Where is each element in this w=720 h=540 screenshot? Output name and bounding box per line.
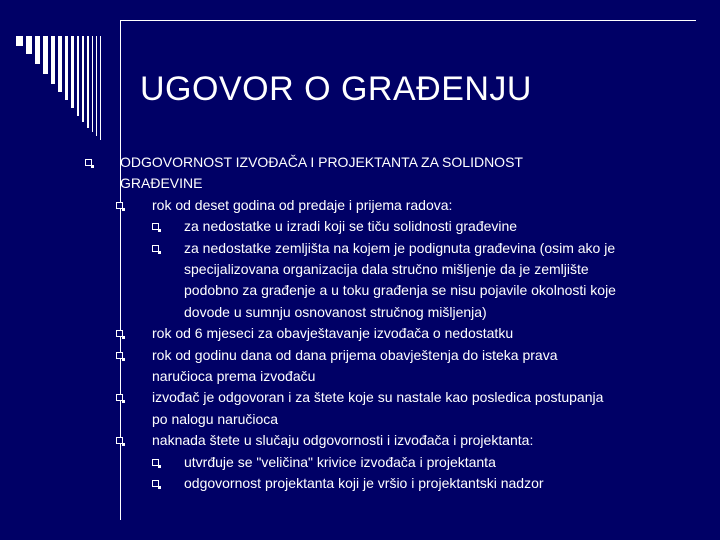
bullet-marker bbox=[116, 352, 123, 359]
bullet-marker bbox=[85, 159, 92, 166]
bullet-marker bbox=[116, 330, 123, 337]
bullet-text-level-2: po nalogu naručioca bbox=[152, 410, 279, 427]
bullet-marker bbox=[116, 437, 123, 444]
bullet-text-level-2: izvođač je odgovoran i za štete koje su nastale kao posledica postupanja bbox=[152, 389, 604, 406]
bullet-text-level-2: naručioca prema izvođaču bbox=[152, 368, 316, 384]
slide-title: UGOVOR O GRAĐENJU bbox=[140, 70, 532, 108]
bullet-text-level-3: odgovornost projektanta koji je vršio i projektantski nadzor bbox=[184, 475, 544, 491]
left-rule bbox=[120, 20, 121, 520]
bullet-marker bbox=[152, 223, 159, 230]
bullet-text-level-3: utvrđuje se "veličina" krivice izvođača i projektanta bbox=[184, 453, 496, 470]
bullet-text-level-2: rok od godinu dana od dana prijema obavještenja do isteka prava bbox=[152, 346, 558, 363]
bullet-marker bbox=[116, 202, 123, 209]
bullet-marker bbox=[152, 480, 159, 487]
bullet-text-level-2: rok od deset godina od predaje i prijema radova: bbox=[152, 196, 453, 213]
bullet-text-level-1: GRAĐEVINE bbox=[120, 175, 203, 192]
decorative-stripes bbox=[16, 36, 126, 140]
bullet-marker bbox=[116, 394, 123, 401]
bullet-text-level-3: za nedostatke zemljišta na kojem je podignuta građevina (osim ako je bbox=[184, 239, 616, 256]
bullet-marker bbox=[152, 459, 159, 466]
bullet-marker bbox=[152, 245, 159, 252]
bullet-text-level-3: za nedostatke u izradi koji se tiču solidnosti građevine bbox=[184, 218, 518, 235]
bullet-text-level-2: rok od 6 mjeseci za obavještavanje izvođača o nedostatku bbox=[152, 325, 514, 342]
bullet-text-level-3: podobno za građenje a u toku građenja se nisu pojavile okolnosti koje bbox=[184, 282, 616, 299]
bullet-text-level-2: naknada štete u slučaju odgovornosti i izvođača i projektanta: bbox=[152, 432, 534, 449]
top-rule bbox=[120, 20, 696, 21]
bullet-text-level-3: dovode u sumnju osnovanost stručnog mišljenja) bbox=[184, 303, 487, 320]
bullet-text-level-1: ODGOVORNOST IZVOĐAČA I PROJEKTANTA ZA SOLIDNOST bbox=[120, 154, 523, 170]
bullet-text-level-3: specijalizovana organizacija dala stručno mišljenje da je zemljište bbox=[184, 261, 589, 277]
